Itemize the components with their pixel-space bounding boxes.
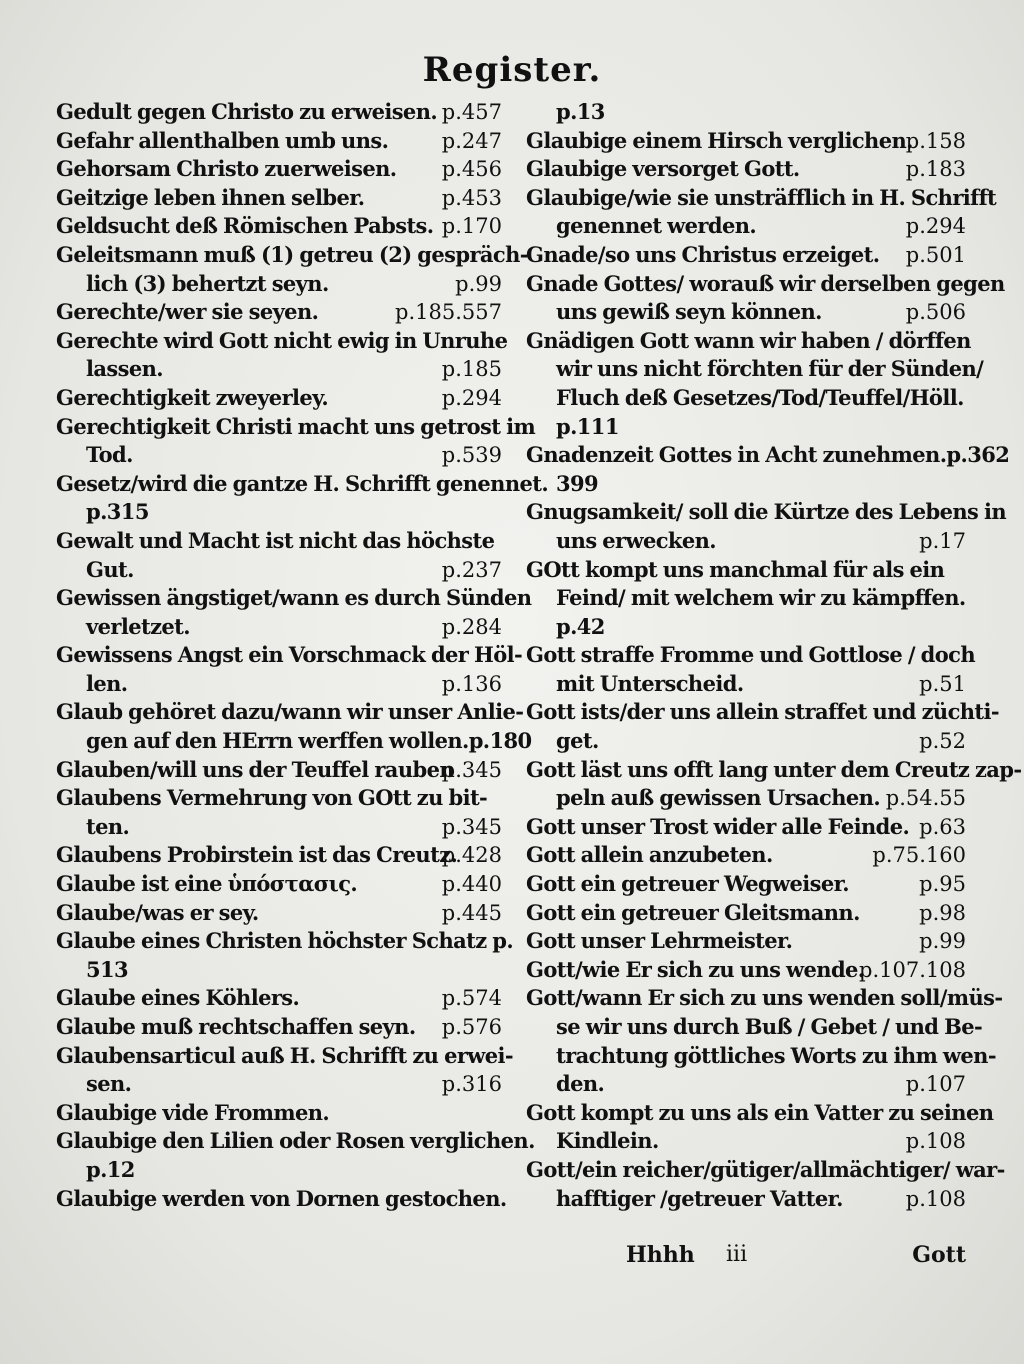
entry-line: Gerechtigkeit Christi macht uns getrost im	[56, 413, 536, 439]
entry-line: Gott/wann Er sich zu uns wenden soll/müs-	[526, 985, 1003, 1011]
index-entry	[526, 641, 975, 698]
entry-text: genennet werden.	[556, 213, 757, 239]
page-reference: p.428	[441, 843, 502, 868]
index-entry	[56, 1042, 514, 1099]
entry-line	[56, 899, 502, 928]
entry-text: Gehorsam Christo zuerweisen.	[56, 156, 397, 182]
entry-text: sen.	[86, 1071, 132, 1097]
entry-line	[526, 727, 966, 756]
page-reference: p.185	[441, 357, 502, 382]
page-reference: p.294	[905, 214, 966, 239]
entry-line	[526, 298, 966, 327]
entry-text: Gnade/so uns Christus erzeiget.	[526, 241, 880, 267]
page-reference: p.284	[441, 614, 502, 639]
entry-line: Gott ists/der uns allein straffet und züchti-	[526, 699, 1000, 725]
entry-line: Gnadenzeit Gottes in Acht zunehmen.p.362	[526, 442, 1010, 468]
entry-line	[526, 527, 966, 556]
index-entry	[56, 98, 502, 127]
index-entry	[56, 784, 502, 841]
page-reference: p.136	[441, 671, 502, 696]
index-entry	[526, 1156, 1005, 1213]
entry-line: Glaubige werden von Dornen gestochen.	[56, 1185, 507, 1211]
entry-line: Gnädigen Gott wann wir haben / dörffen	[526, 327, 971, 353]
entry-text: Kindlein.	[556, 1128, 659, 1154]
entry-line	[56, 1070, 502, 1099]
entry-line	[526, 155, 966, 184]
entry-line: p.315	[86, 499, 149, 525]
index-entry	[56, 155, 502, 184]
page-reference: p.108	[905, 1129, 966, 1154]
entry-line	[526, 1070, 966, 1099]
page-reference: p.107	[905, 1072, 966, 1097]
entry-text: uns erwecken.	[556, 527, 717, 553]
entry-line: Glaubige den Lilien oder Rosen verglichen.	[56, 1128, 535, 1154]
index-entry	[526, 956, 966, 985]
entry-line	[526, 841, 966, 870]
page-reference: p.183	[905, 157, 966, 182]
entry-text: lassen.	[86, 356, 163, 382]
entry-text: Geldsucht deß Römischen Pabsts.	[56, 213, 434, 239]
entry-text: Tod.	[86, 442, 133, 468]
entry-line: Glaubige vide Frommen.	[56, 1099, 330, 1125]
entry-line	[526, 927, 966, 956]
page-reference: p.99	[455, 271, 502, 296]
entry-line: p.12	[86, 1156, 135, 1182]
entry-line: Glaube eines Christen höchster Schatz p.	[56, 928, 514, 954]
page-reference: p.501	[905, 242, 966, 267]
entry-text: Glauben/will uns der Teuffel rauben	[56, 756, 454, 782]
page-reference: p.445	[441, 900, 502, 925]
entry-text: Glaubens Probirstein ist das Creutz.	[56, 842, 458, 868]
index-entry	[56, 641, 523, 698]
entry-text: peln auß gewissen Ursachen.	[556, 785, 881, 811]
index-entry	[56, 470, 549, 527]
entry-line: Glaub gehöret dazu/wann wir unser Anlie-	[56, 699, 524, 725]
index-entry	[56, 212, 502, 241]
entry-line	[56, 1013, 502, 1042]
entry-text: Gott unser Lehrmeister.	[526, 928, 793, 954]
entry-line	[56, 384, 502, 413]
signature-mark: Hhhh	[626, 1242, 695, 1268]
entry-text: Geitzige leben ihnen selber.	[56, 184, 365, 210]
page-reference: p.107.108	[859, 957, 966, 982]
index-entry	[526, 870, 966, 899]
right-column	[526, 98, 1022, 1213]
entry-line: Gnade Gottes/ worauß wir derselben gegen	[526, 270, 1005, 296]
index-entry	[526, 441, 1010, 498]
entry-text: Glaube ist eine ὑπόστασις.	[56, 871, 358, 897]
index-entry	[56, 1127, 535, 1184]
entry-text: ten.	[86, 813, 130, 839]
page-title: Register.	[422, 50, 602, 90]
entry-line: Gewalt und Macht ist nicht das höchste	[56, 527, 495, 553]
page-reference: p.345	[441, 814, 502, 839]
page-reference: p.316	[441, 1072, 502, 1097]
entry-line	[56, 756, 502, 785]
index-entry	[56, 927, 514, 984]
signature-number: iii	[726, 1242, 748, 1267]
index-entry	[56, 298, 502, 327]
index-entry	[56, 870, 502, 899]
entry-line: Gewissen ängstiget/wann es durch Sünden	[56, 585, 532, 611]
index-entry	[56, 241, 528, 298]
entry-text: Gut.	[86, 556, 134, 582]
page-reference: p.54.55	[885, 786, 966, 811]
page-reference: p.574	[441, 986, 502, 1011]
page-reference: p.247	[441, 128, 502, 153]
index-entry	[56, 899, 502, 928]
entry-line	[56, 984, 502, 1013]
entry-line: 399	[556, 470, 599, 496]
entry-line	[526, 670, 966, 699]
entry-text: Gott ein getreuer Wegweiser.	[526, 871, 849, 897]
index-entry	[526, 756, 1022, 813]
entry-text: Glaube muß rechtschaffen seyn.	[56, 1014, 416, 1039]
index-entry	[56, 584, 532, 641]
entry-line	[56, 98, 502, 127]
entry-line	[56, 613, 502, 642]
index-entry	[526, 927, 966, 956]
entry-text: Glaube eines Köhlers.	[56, 985, 300, 1011]
index-entry	[56, 1185, 507, 1214]
page-reference: p.52	[919, 729, 966, 754]
entry-text: den.	[556, 1071, 605, 1097]
entry-text: Gerechte/wer sie seyen.	[56, 299, 319, 325]
entry-line	[56, 155, 502, 184]
entry-line	[56, 556, 502, 585]
index-entry	[526, 270, 1005, 327]
index-entry	[56, 1099, 502, 1128]
page-reference: p.440	[441, 872, 502, 897]
entry-line	[56, 841, 502, 870]
entry-line: Feind/ mit welchem wir zu kämpffen.	[556, 585, 966, 611]
entry-line	[526, 870, 966, 899]
index-entry	[526, 184, 997, 241]
entry-line: Gott kompt zu uns als ein Vatter zu seinen	[526, 1099, 994, 1125]
entry-line: Geleitsmann muß (1) getreu (2) gespräch-	[56, 241, 528, 267]
page-reference: p.453	[441, 185, 502, 210]
entry-line: Gott läst uns offt lang unter dem Creutz zap-	[526, 756, 1022, 782]
index-entry	[56, 698, 532, 755]
index-entry	[56, 756, 502, 785]
index-entry	[56, 184, 502, 213]
page-reference: p.170	[441, 214, 502, 239]
entry-text: hafftiger /getreuer Vatter.	[556, 1185, 843, 1211]
entry-text: verletzet.	[86, 613, 190, 639]
index-entry	[526, 327, 984, 441]
entry-text: Glaube/was er sey.	[56, 899, 259, 925]
entry-text: Gerechtigkeit zweyerley.	[56, 384, 329, 410]
entry-line	[526, 127, 966, 156]
left-column	[56, 98, 549, 1213]
entry-line: p.13	[556, 99, 605, 124]
entry-line	[56, 212, 502, 241]
page-reference: p.158	[905, 128, 966, 153]
page-reference: p.506	[905, 300, 966, 325]
index-entry	[526, 556, 966, 642]
page-reference: p.99	[919, 929, 966, 954]
entry-line: Gott straffe Fromme und Gottlose / doch	[526, 642, 975, 668]
entry-line	[56, 298, 502, 327]
index-entry	[526, 127, 966, 156]
entry-line	[56, 670, 502, 699]
entry-text: Gefahr allenthalben umb uns.	[56, 127, 389, 153]
entry-line	[526, 784, 966, 813]
entry-text: mit Unterscheid.	[556, 670, 744, 696]
entry-line: se wir uns durch Buß / Gebet / und Be-	[556, 1014, 983, 1039]
page-reference: p.75.160	[872, 843, 966, 868]
entry-line: Gott/ein reicher/gütiger/allmächtiger/ war-	[526, 1156, 1005, 1182]
entry-line: Fluch deß Gesetzes/Tod/Teuffel/Höll.	[556, 384, 964, 410]
index-entry	[56, 1013, 502, 1042]
entry-line	[56, 813, 502, 842]
index-entry	[526, 155, 966, 184]
entry-line: p.42	[556, 613, 605, 639]
entry-line	[56, 870, 502, 899]
index-entry	[526, 241, 966, 270]
entry-line: gen auf den HErrn werffen wollen.p.180	[86, 728, 532, 754]
entry-text: len.	[86, 670, 128, 696]
entry-text: Gedult gegen Christo zu erweisen.	[56, 99, 438, 124]
page-reference: p.576	[441, 1015, 502, 1039]
entry-line	[56, 127, 502, 156]
entry-line	[526, 241, 966, 270]
entry-line	[56, 184, 502, 213]
entry-line: p.111	[556, 413, 619, 439]
index-entry	[526, 1099, 994, 1156]
entry-line	[56, 270, 502, 299]
entry-line	[56, 355, 502, 384]
page-reference: p.63	[919, 814, 966, 839]
entry-text: Gott unser Trost wider alle Feinde.	[526, 813, 910, 839]
index-entry	[56, 127, 502, 156]
page-reference: p.95	[919, 872, 966, 897]
entry-line: Gnugsamkeit/ soll die Kürtze des Lebens in	[526, 499, 1007, 525]
page-reference: p.294	[441, 385, 502, 410]
entry-line	[526, 1127, 966, 1156]
entry-line	[526, 899, 966, 928]
entry-line	[526, 212, 966, 241]
entry-line	[526, 1185, 966, 1214]
entry-line: wir uns nicht förchten für der Sünden/	[556, 356, 984, 382]
page-reference: p.457	[441, 100, 502, 124]
entry-text: Gott/wie Er sich zu uns wende.	[526, 956, 865, 982]
page-reference: p.51	[919, 671, 966, 696]
entry-line: Glaubensarticul auß H. Schrifft zu erwei-	[56, 1042, 514, 1068]
page-reference: p.237	[441, 557, 502, 582]
entry-text: Glaubige einem Hirsch verglichen.	[526, 127, 913, 153]
entry-text: Gott ein getreuer Gleitsmann.	[526, 899, 860, 925]
page-reference: p.539	[441, 443, 502, 468]
entry-line: Glaubens Vermehrung von GOtt zu bit-	[56, 785, 488, 811]
entry-text: Gott allein anzubeten.	[526, 842, 773, 868]
entry-text: uns gewiß seyn können.	[556, 299, 822, 325]
entry-line: GOtt kompt uns manchmal für als ein	[526, 556, 945, 582]
page-reference: p.108	[905, 1186, 966, 1211]
entry-text: lich (3) behertzt seyn.	[86, 270, 329, 296]
entry-line: 513	[86, 956, 129, 982]
entry-text: Glaubige versorget Gott.	[526, 156, 800, 182]
entry-line	[526, 813, 966, 842]
entry-line: Gerechte wird Gott nicht ewig in Unruhe	[56, 327, 508, 353]
entry-line: trachtung göttliches Worts zu ihm wen-	[556, 1042, 996, 1068]
index-entry	[526, 984, 1003, 1098]
catchword: Gott	[912, 1242, 966, 1268]
entry-line: Gesetz/wird die gantze H. Schrifft genennet.	[56, 470, 549, 496]
page-reference: p.345	[441, 757, 502, 782]
index-entry	[526, 498, 1007, 555]
page-reference: p.456	[441, 157, 502, 182]
index-entry	[56, 327, 508, 384]
index-entry	[526, 899, 966, 928]
index-entry	[526, 841, 966, 870]
entry-line	[56, 441, 502, 470]
index-entry	[526, 98, 966, 127]
index-entry	[56, 413, 536, 470]
page-reference: p.185.557	[395, 300, 502, 325]
page-reference: p.17	[919, 528, 966, 553]
index-entry	[56, 841, 502, 870]
entry-line: Glaubige/wie sie unsträfflich in H. Schrifft	[526, 184, 997, 210]
page-reference: p.98	[919, 900, 966, 925]
entry-text: get.	[556, 728, 599, 754]
index-entry	[56, 384, 502, 413]
index-entry	[56, 527, 502, 584]
entry-line	[526, 956, 966, 985]
entry-line: Gewissens Angst ein Vorschmack der Höl-	[56, 642, 523, 668]
index-entry	[526, 698, 1000, 755]
index-entry	[526, 813, 966, 842]
index-entry	[56, 984, 502, 1013]
